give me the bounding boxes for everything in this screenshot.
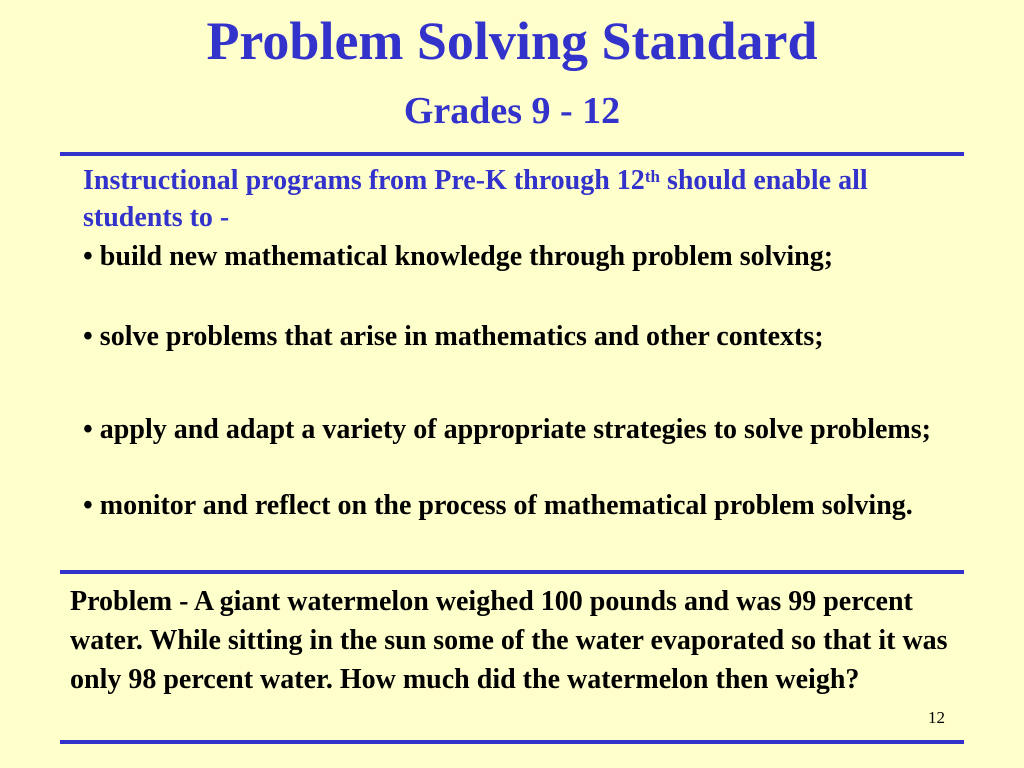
problem-text: Problem - A giant watermelon weighed 100 pounds and was 99 percent water. While sitting in the sun some of the water evaporated so that it was only 98 percent water. How much did the watermelon then weigh? (70, 586, 948, 695)
divider-top (60, 152, 964, 156)
bullet-item: • solve problems that arise in mathematics and other contexts; (83, 321, 824, 352)
divider-bottom (60, 740, 964, 744)
intro-superscript: th (644, 167, 660, 186)
slide-title: Problem Solving Standard (206, 11, 818, 71)
bullet-item: • monitor and reflect on the process of mathematical problem solving. (83, 490, 913, 521)
intro-text-part2: should enable all students to - (83, 165, 868, 233)
page-number: 12 (928, 708, 945, 727)
bullet-item: • build new mathematical knowledge through problem solving; (83, 241, 834, 272)
slide-subtitle: Grades 9 - 12 (403, 90, 621, 132)
intro-text-part1: Instructional programs from Pre-K through 12 (83, 165, 645, 196)
bullet-item: • apply and adapt a variety of appropriate strategies to solve problems; (83, 414, 931, 445)
intro-text (83, 162, 933, 236)
divider-middle (60, 570, 964, 574)
